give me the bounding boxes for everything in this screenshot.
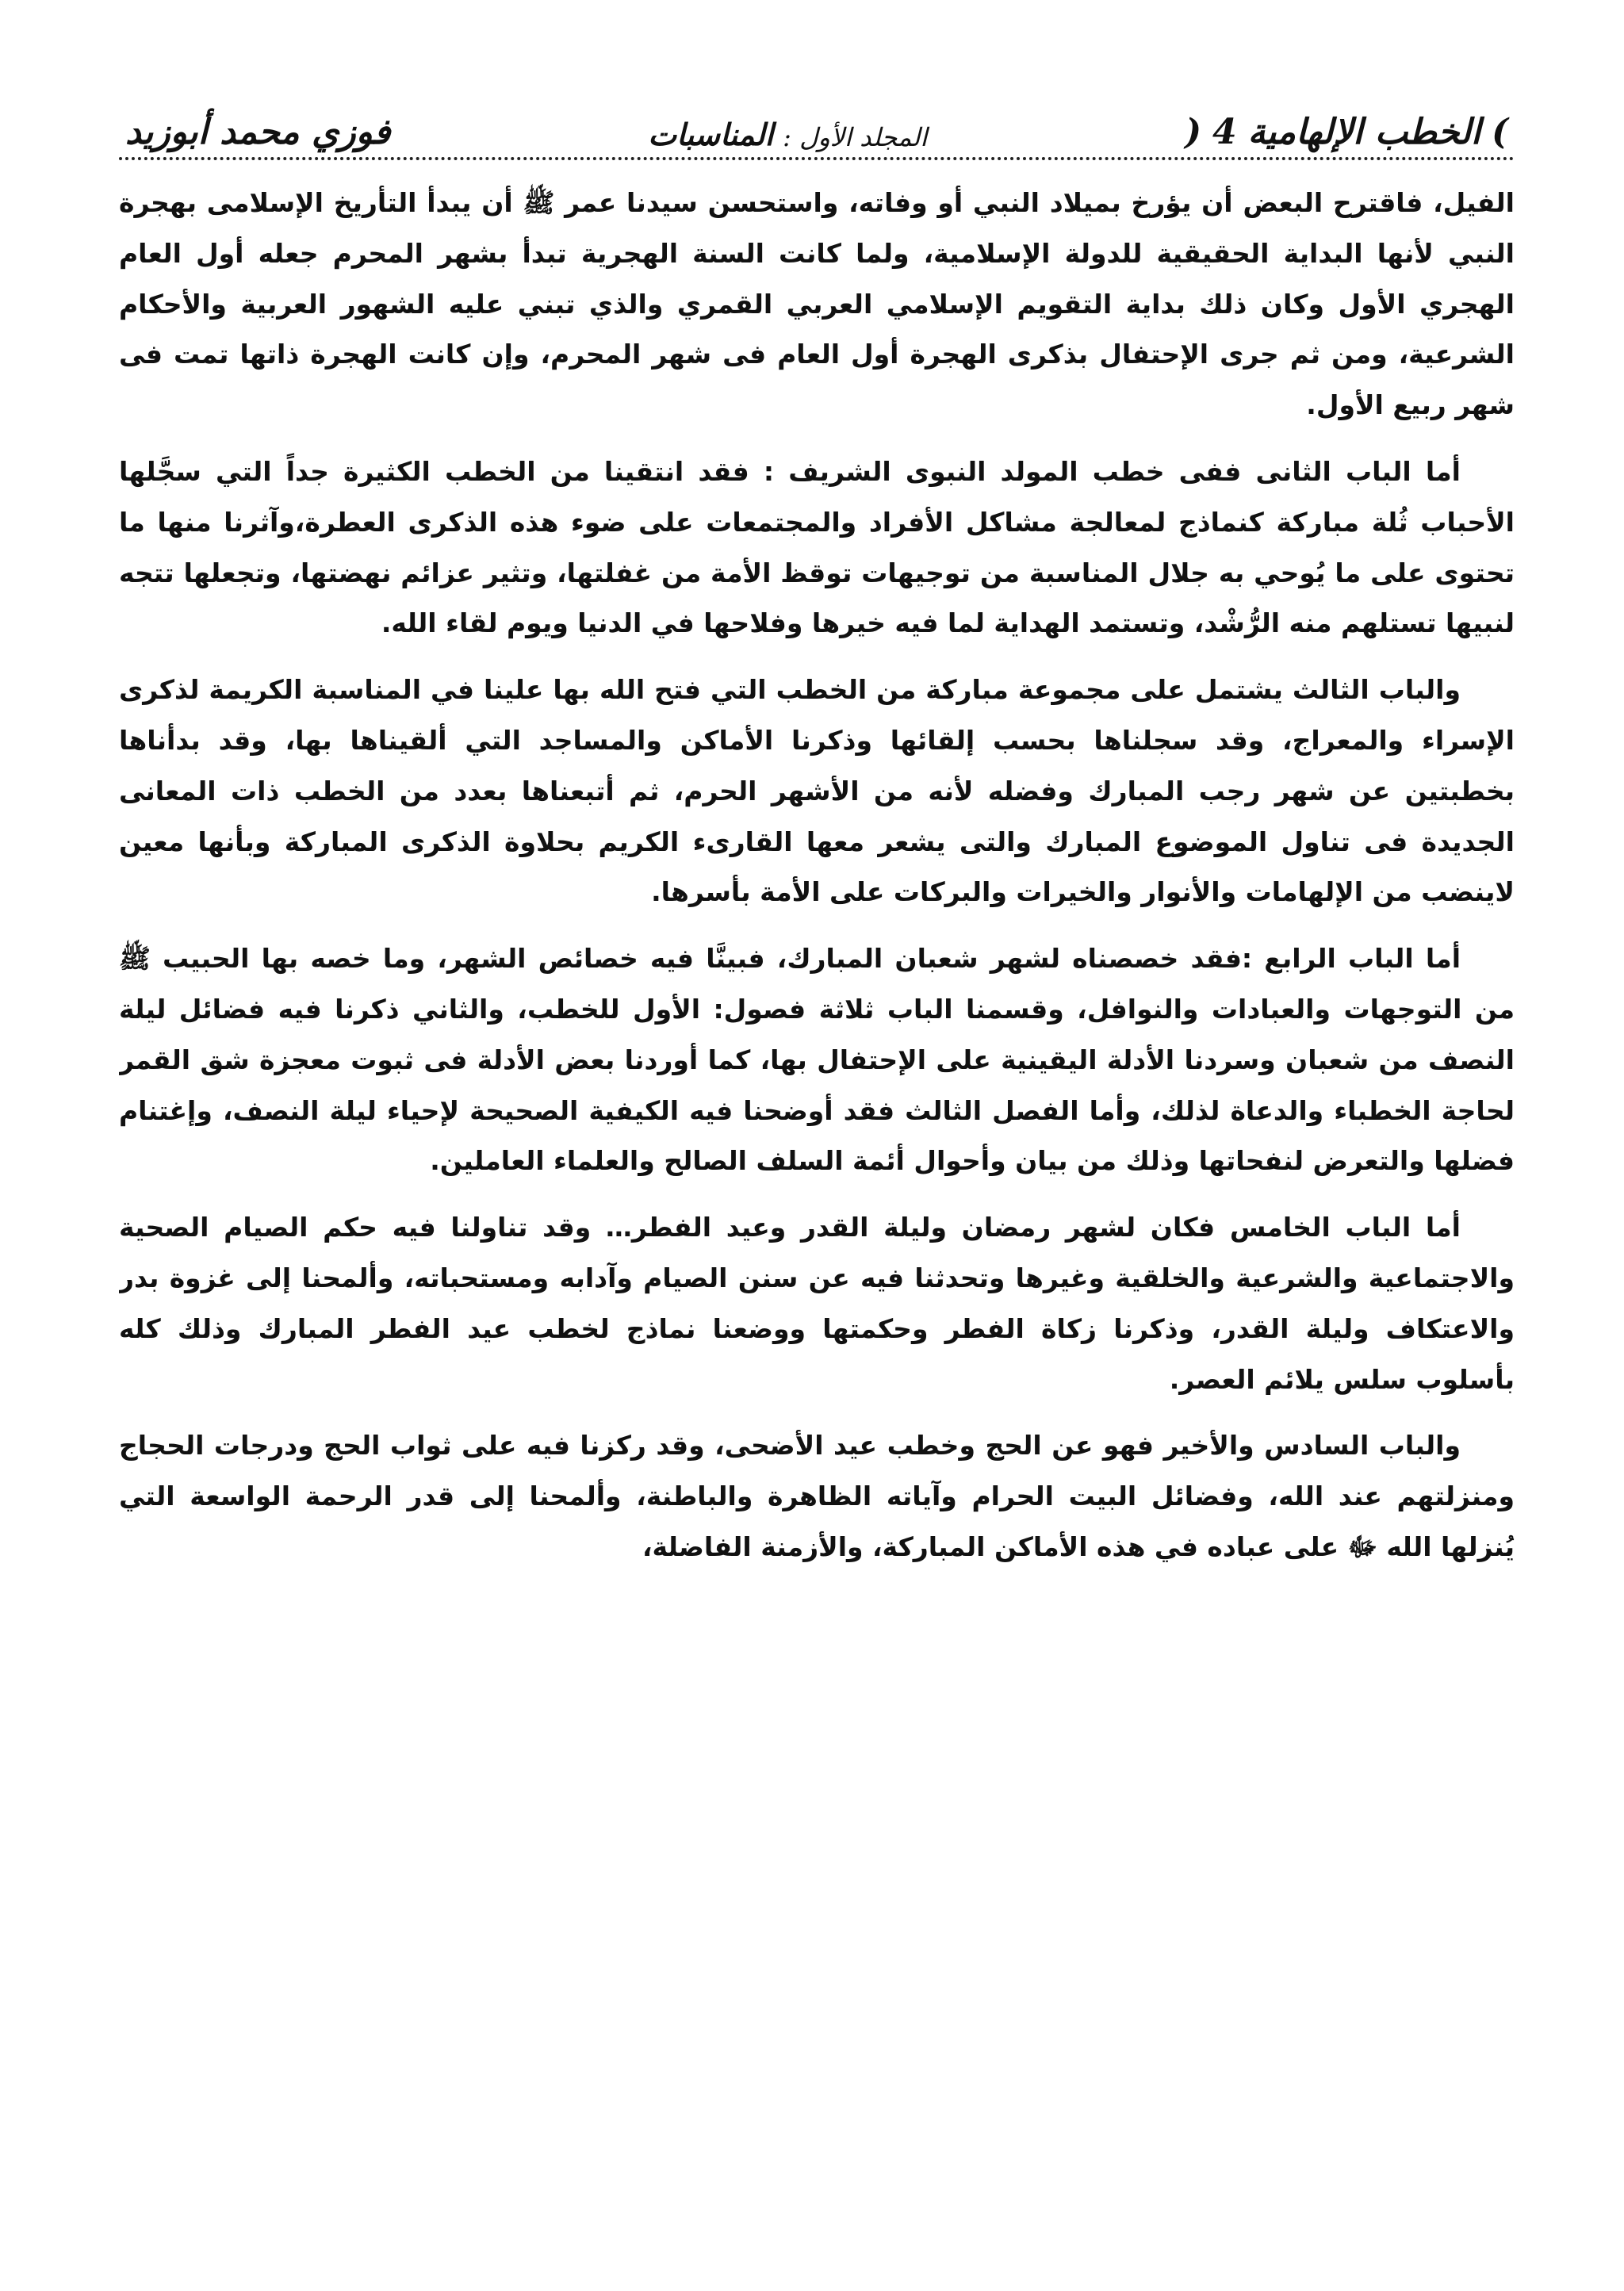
paragraph-1: الفيل، فاقترح البعض أن يؤرخ بميلاد النبي أو وفاته، واستحسن سيدنا عمر ﷺ أن يبدأ التأريخ الإسلامى بهجرة النبي لأنها البداية الحقيقية للدولة الإسلامية، ولما كانت السنة الهجرية تبدأ بشهر المحرم جعله أول العام الهجري الأول وكان ذلك بداية التقويم الإسلامي العربي القمري والذي تبني عليه الشهور العربية والأحكام الشرعية، ومن ثم جرى الإحتفال بذكرى الهجرة أول العام فى شهر المحرم، وإن كانت الهجرة ذاتها تمت فى شهر ربيع الأول. [119, 187, 1515, 421]
page-number: 4 [1212, 112, 1237, 152]
paragraph-5: أما الباب الخامس فكان لشهر رمضان وليلة القدر وعيد الفطر… وقد تناولنا فيه حكم الصيام الصحية والاجتماعية والشرعية والخلقية وغيرها وتحدثنا فيه عن سنن الصيام وآدابه ومستحباته، وألمحنا إلى غزوة بدر والاعتكاف وليلة القدر، وذكرنا زكاة الفطر وحكمتها ووضعنا نماذج لخطب عيد الفطر المبارك وذلك كله بأسلوب سلس يلائم العصر. [119, 1212, 1515, 1395]
paragraph-3: والباب الثالث يشتمل على مجموعة مباركة من الخطب التي فتح الله بها علينا في المناسبة الكريمة لذكرى الإسراء والمعراج، وقد سجلناها بحسب إلقائها وذكرنا الأماكن والمساجد التي ألقيناها بها، وقد بدأناها بخطبتين عن شهر رجب المبارك وفضله لأنه من الأشهر الحرم، ثم أتبعناها بعدد من الخطب ذات المعانى الجديدة فى تناول الموضوع المبارك والتى يشعر معها القارىء الكريم بحلاوة الذكرى المباركة وبأنها معين لاينضب من الإلهامات والأنوار والخيرات والبركات على الأمة بأسرها. [119, 674, 1515, 908]
volume-group [648, 117, 927, 152]
volume-label: المجلد الأول : [783, 122, 928, 152]
header-divider [119, 157, 1515, 160]
close-paren: ( [1185, 112, 1202, 152]
volume-title: المناسبات [648, 117, 774, 152]
document-page [119, 95, 1515, 2236]
body-text [119, 178, 1515, 1573]
author-name: فوزي محمد أبوزيد [125, 112, 391, 152]
paragraph-2: أما الباب الثانى ففى خطب المولد النبوى الشريف : فقد انتقينا من الخطب الكثيرة جداً التي سجَّلها الأحباب ثُلة مباركة كنماذج لمعالجة مشاكل الأفراد والمجتمعات على ضوء هذه الذكرى العطرة،وآثرنا منها ما تحتوى على ما يُوحي به جلال المناسبة من توجيهات توقظ الأمة من غفلتها، وتثير عزائم نهضتها، وتجعلها تتجه لنبيها تستلهم منه الرُّشْد، وتستمد الهداية لما فيه خيرها وفلاحها في الدنيا ويوم لقاء الله. [119, 455, 1515, 639]
book-title-group [1185, 112, 1508, 152]
running-header [119, 95, 1515, 157]
paragraph-6: والباب السادس والأخير فهو عن الحج وخطب عيد الأضحى، وقد ركزنا فيه على ثواب الحج ودرجات الحجاج ومنزلتهم عند الله، وفضائل البيت الحرام وآياته الظاهرة والباطنة، وألمحنا إلى قدر الرحمة الواسعة التي يُنزلها الله ﷻ على عباده في هذه الأماكن المباركة، والأزمنة الفاضلة، [119, 1430, 1515, 1562]
open-paren: ) [1492, 112, 1508, 152]
paragraph-4: أما الباب الرابع :فقد خصصناه لشهر شعبان المبارك، فبينَّا فيه خصائص الشهر، وما خصه بها الحبيب ﷺ من التوجهات والعبادات والنوافل، وقسمنا الباب ثلاثة فصول: الأول للخطب، والثاني ذكرنا فيه فضائل ليلة النصف من شعبان وسردنا الأدلة اليقينية على الإحتفال بها، كما أوردنا بعض الأدلة فى ثبوت معجزة شق القمر لحاجة الخطباء والدعاة لذلك، وأما الفصل الثالث فقد أوضحنا فيه الكيفية الصحيحة لإحياء ليلة النصف، وإغتنام فضلها والتعرض لنفحاتها وذلك من بيان وأحوال أئمة السلف الصالح والعلماء العاملين. [119, 943, 1515, 1177]
book-title: الخطب الإلهامية [1247, 112, 1481, 152]
